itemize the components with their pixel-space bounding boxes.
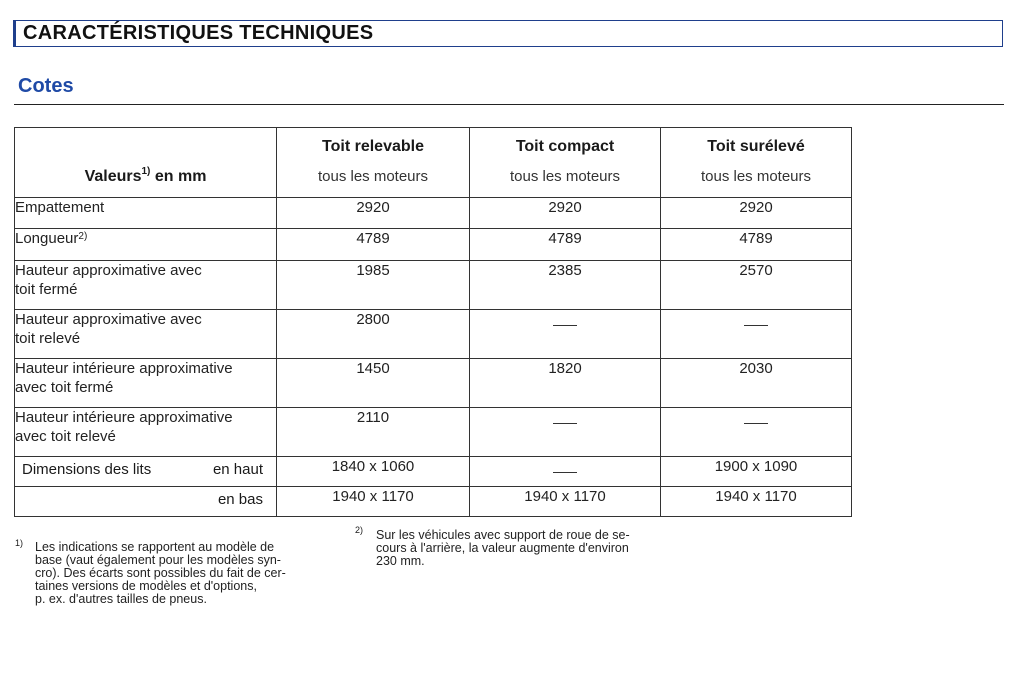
table-cell: 1940 x 1170: [277, 487, 470, 517]
beds-top-label: en haut: [212, 461, 263, 478]
footnote-line: Les indications se rapportent au modèle de: [35, 540, 275, 554]
corner-unit: en mm: [154, 168, 207, 185]
table-header-row: [15, 128, 852, 198]
footnote-2-mark: 2): [355, 525, 364, 535]
footnote-line: base (vaut également pour les modèles syn-: [35, 553, 281, 567]
table-cell: 2800: [277, 310, 470, 359]
row-label-line: Hauteur intérieure approximative: [15, 360, 233, 377]
table-cell: 2385: [470, 261, 661, 310]
dash-mark: [744, 325, 768, 326]
footnote-line: cours à l'arrière, la valeur augmente d'environ: [376, 541, 629, 555]
row-label-line: Hauteur intérieure approximative: [15, 409, 233, 426]
table-cell: 2920: [277, 198, 470, 229]
footnote-2: [376, 529, 676, 568]
column-title: Toit compact: [515, 138, 615, 155]
dash-mark: [553, 423, 577, 424]
specs-table: [14, 127, 852, 517]
row-label-line: toit relevé: [15, 330, 81, 347]
table-cell: 2570: [661, 261, 852, 310]
beds-label-cell: [15, 457, 277, 487]
row-label: Empattement: [15, 198, 277, 229]
row-label-line: avec toit fermé: [15, 379, 114, 396]
table-cell: 4789: [661, 229, 852, 261]
column-header: [470, 128, 661, 198]
row-label: [15, 359, 277, 408]
footnote-ref: 1): [141, 166, 151, 177]
table-cell: 1450: [277, 359, 470, 408]
beds-label: Dimensions des lits: [22, 461, 152, 478]
column-header: [661, 128, 852, 198]
row-label-line: toit fermé: [15, 281, 78, 298]
footnote-line: p. ex. d'autres tailles de pneus.: [35, 592, 207, 606]
column-title: Toit surélevé: [707, 138, 805, 155]
section-title: Cotes: [18, 75, 74, 97]
footnote-1: [35, 541, 330, 606]
table-cell: [470, 310, 661, 359]
footnote-ref: 2): [78, 231, 88, 242]
dash-mark: [553, 325, 577, 326]
row-label: [15, 229, 277, 261]
table-row: [15, 229, 852, 261]
footnote-1-mark: 1): [15, 538, 24, 548]
page-header-title: CARACTÉRISTIQUES TECHNIQUES: [23, 22, 374, 44]
table-cell: 1820: [470, 359, 661, 408]
table-row: [15, 261, 852, 310]
table-cell: [661, 408, 852, 457]
table-cell: [470, 408, 661, 457]
column-subtitle: tous les moteurs: [700, 168, 812, 185]
row-label-line: Hauteur approximative avec: [15, 311, 202, 328]
corner-label: Valeurs: [84, 168, 142, 185]
page-header: [13, 20, 1003, 47]
dash-mark: [553, 472, 577, 473]
table-row: [15, 359, 852, 408]
table-cell: 1940 x 1170: [470, 487, 661, 517]
table-cell: 1985: [277, 261, 470, 310]
table-cell: 2920: [470, 198, 661, 229]
table-row: [15, 408, 852, 457]
table-cell: [470, 457, 661, 487]
column-title: Toit relevable: [322, 138, 424, 155]
table-cell: 1940 x 1170: [661, 487, 852, 517]
row-label: [15, 261, 277, 310]
beds-bottom-label: en bas: [217, 491, 263, 508]
beds-inner-divider: [178, 486, 276, 487]
table-cell: 1840 x 1060: [277, 457, 470, 487]
dash-mark: [744, 423, 768, 424]
table-cell: 2110: [277, 408, 470, 457]
table-cell: 1900 x 1090: [661, 457, 852, 487]
footnote-line: taines versions de modèles et d'options,: [35, 579, 257, 593]
column-subtitle: tous les moteurs: [317, 168, 429, 185]
row-label-line: Hauteur approximative avec: [15, 262, 202, 279]
footnote-line: cro). Des écarts sont possibles du fait de cer-: [35, 566, 286, 580]
table-cell: 2030: [661, 359, 852, 408]
table-cell: 4789: [277, 229, 470, 261]
table-row-beds-bottom: [15, 487, 852, 517]
corner-header: [15, 128, 277, 198]
table-cell: 2920: [661, 198, 852, 229]
section-divider: [14, 104, 1004, 105]
footnote-line: 230 mm.: [376, 554, 425, 568]
row-label: [15, 310, 277, 359]
row-label-line: avec toit relevé: [15, 428, 116, 445]
table-cell: 4789: [470, 229, 661, 261]
row-label-text: Longueur: [15, 230, 79, 247]
column-subtitle: tous les moteurs: [509, 168, 621, 185]
row-label: [15, 408, 277, 457]
table-row: [15, 198, 852, 229]
table-row: [15, 310, 852, 359]
table-cell: [661, 310, 852, 359]
column-header: [277, 128, 470, 198]
beds-bottom-cell: [15, 487, 277, 517]
footnote-line: Sur les véhicules avec support de roue de se-: [376, 528, 630, 542]
table-row-beds-top: [15, 457, 852, 487]
